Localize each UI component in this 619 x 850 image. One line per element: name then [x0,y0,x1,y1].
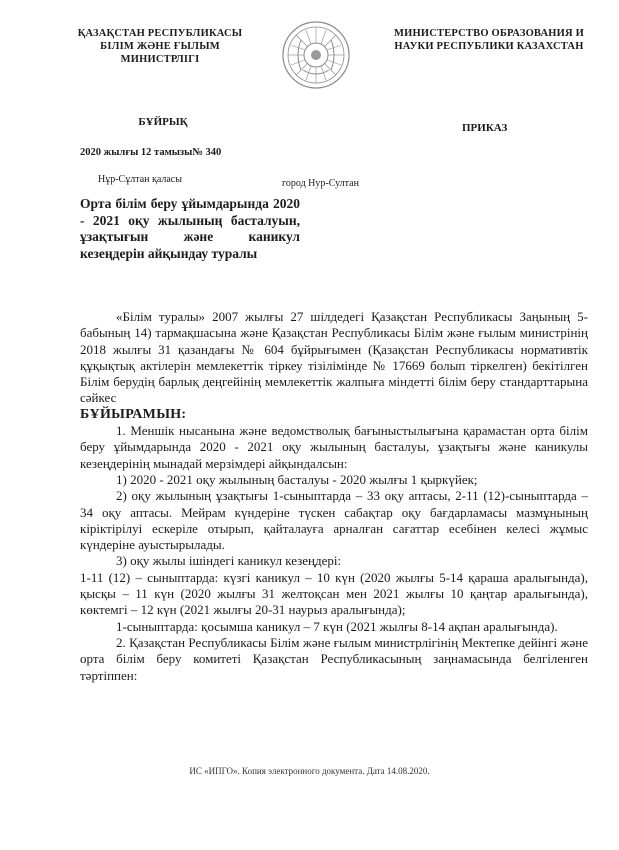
order-body [80,309,588,684]
holidays-grade-1-extra: 1-сыныптарда: қосымша каникул – 7 күн (2021 жылғы 8-14 ақпан аралығында). [116,618,558,634]
city-kz: Нұр-Сұлтан қаласы [98,174,182,185]
header-ru-line: МИНИСТЕРСТВО ОБРАЗОВАНИЯ И [394,28,584,39]
header-ru [384,27,594,53]
doc-type-ru: ПРИКАЗ [462,122,508,134]
paragraph-1: 1. Меншік нысанына және ведомстволық бағыныстылығына қарамастан орта білім беру ұйымдарында 2020 - 2021 оқу жылының басталуы, ұзақтығы және каникулы кезеңдерінің мынадай мерзімдері айқындалсын: [80,423,588,471]
header-kz [60,27,260,66]
city-ru: город Нур-Султан [282,178,359,189]
state-emblem-icon [281,20,351,90]
header-kz-line: БІЛІМ ЖӘНЕ ҒЫЛЫМ [100,41,220,52]
footer-note: ИС «ИПГО». Копия электронного документа. Дата 14.08.2020. [189,766,430,776]
header-kz-line: ҚАЗАҚСТАН РЕСПУБЛИКАСЫ [77,28,243,39]
subparagraph-1-1: 1) 2020 - 2021 оқу жылының басталуы - 2020 жылғы 1 қыркүйек; [116,471,478,487]
header-kz-line: МИНИСТРЛІГІ [120,54,200,65]
subparagraph-1-3: 3) оқу жылы ішіндегі каникул кезеңдері: [116,553,342,569]
subparagraph-1-2: 2) оқу жылының ұзақтығы 1-сыныптарда – 33 оқу аптасы, 2-11 (12)-сыныптарда – 34 оқу аптасы. Мейрам күндеріне түскен сабақтар оқу бағдарламасы мазмұнының кіріктірілуі ескеріле отырып, қайталауға арналған сағаттар есебінен келесі жұмыс күндеріне ауыстырылады. [80,488,588,553]
order-date-number: 2020 жылғы 12 тамызы№ 340 [80,147,222,158]
resolve-heading: БҰЙЫРАМЫН: [80,406,187,422]
holidays-grades-1-12: 1-11 (12) – сыныптарда: күзгі каникул – 10 күн (2020 жылғы 5-14 қараша аралығында), қысқы – 11 күн (2020 жылғы 31 желтоқсан мен 2021 жылғы 10 қаңтар аралығында), көктемгі – 12 күн (2021 жылғы 20-31 наурыз аралығында); [80,569,588,618]
paragraph-2: 2. Қазақстан Республикасы Білім және ғылым министрлігінің Мектепке дейінгі және орта білім беру комитеті Қазақстан Республикасының заңнамасында белгіленген тәртіппен: [80,634,588,683]
preamble-paragraph: «Білім туралы» 2007 жылғы 27 шілдедегі Қазақстан Республикасы Заңының 5-бабының 14) тармақшасына және Қазақстан Республикасы Білім және ғылым министрінің 2018 жылғы 31 қазандағы № 604 бұйрығымен (Қазақстан Республикасы нормативтік құқықтық актілерін мемлекеттік тіркеу тізілімінде № 17669 болып тіркелген) бекітілген Білім берудің барлық деңгейінің мемлекеттік жалпыға міндетті білім беру стандарттарына сәйкес [80,309,588,406]
doc-type-kz: БҰЙРЫҚ [138,116,188,128]
header-ru-line: НАУКИ РЕСПУБЛИКИ КАЗАХСТАН [394,41,584,52]
order-subject-title: Орта білім беру ұйымдарында 2020 - 2021 оқу жылының басталуын, ұзақтығын және каникул кезеңдерін айқындау туралы [80,196,300,261]
